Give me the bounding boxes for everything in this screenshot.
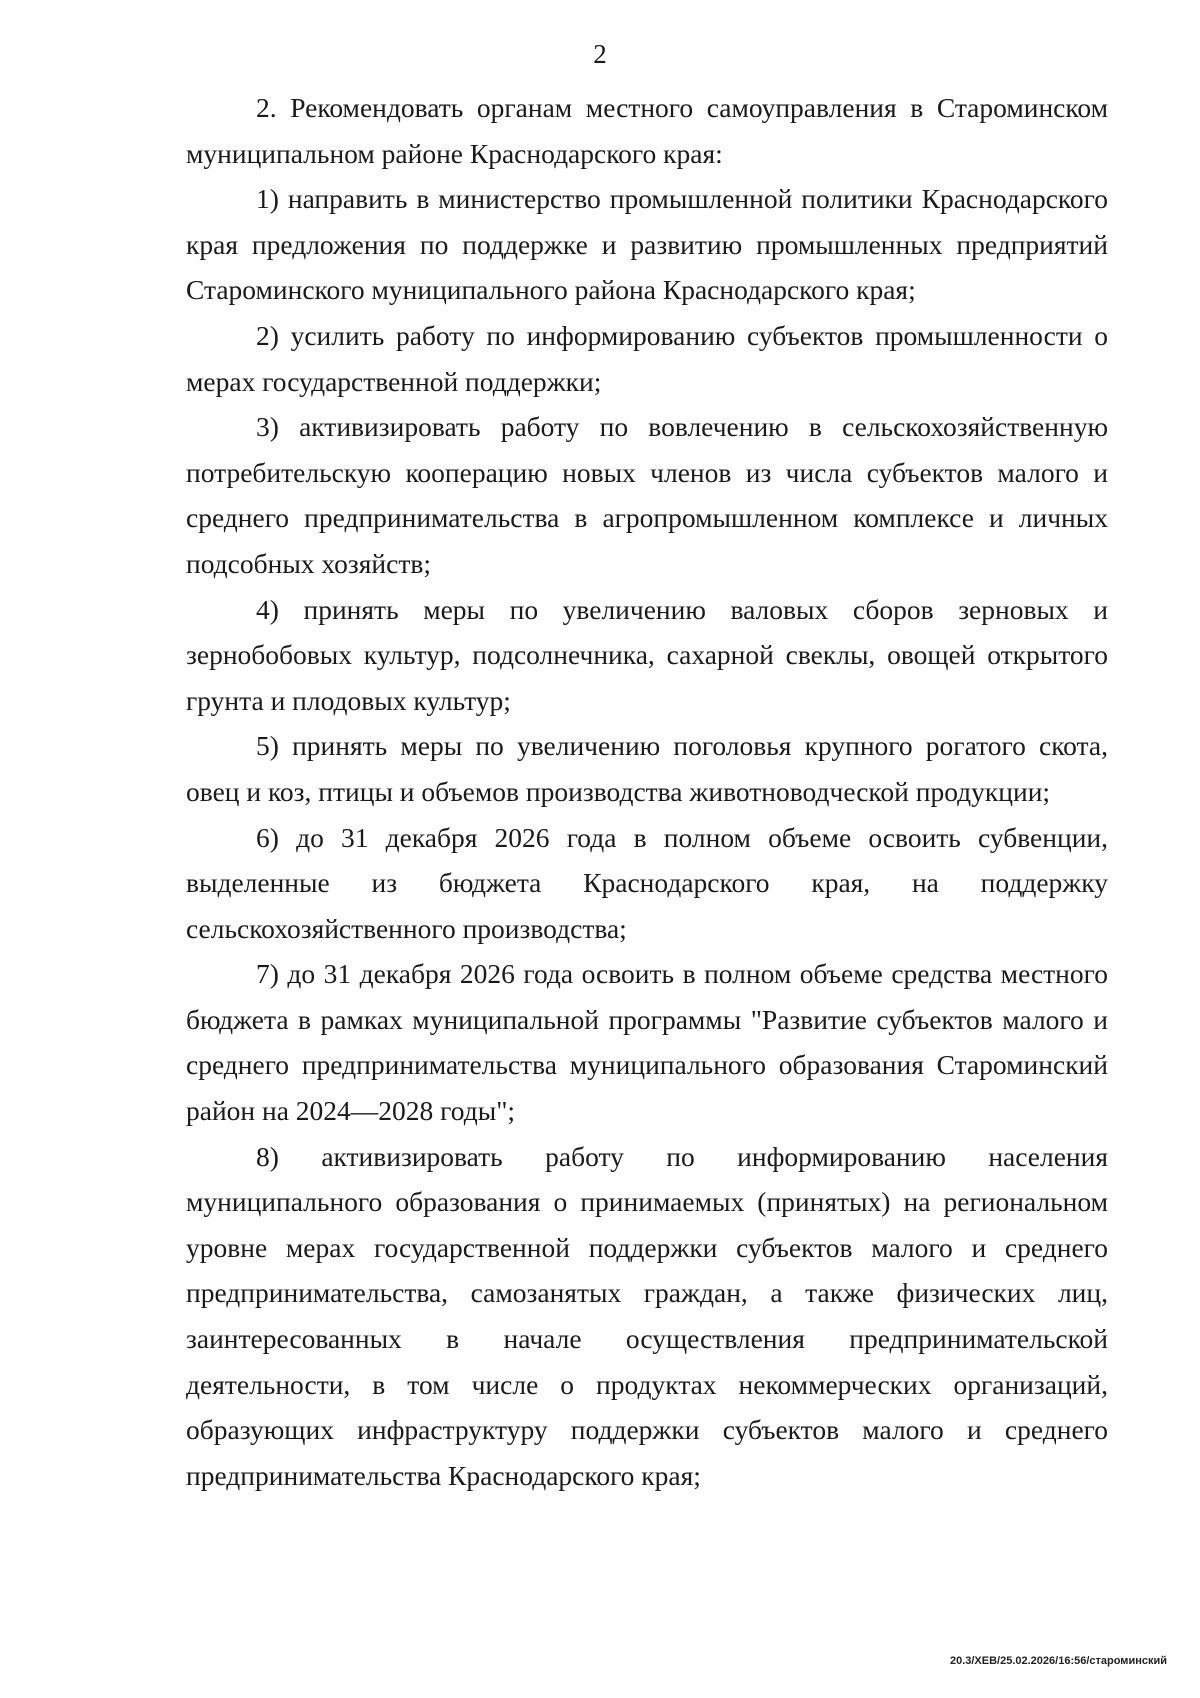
page-number: 2 [593,39,607,69]
paragraph-item-2-recommend: 2. Рекомендовать органам местного самоуправления в Староминском муниципальном районе Краснодарского края: [186,92,1108,169]
paragraph-subitem-7: 7) до 31 декабря 2026 года освоить в полном объеме средства местного бюджета в рамках муниципальной программы "Развитие субъектов малого и среднего предпринимательства муниципального образования Староминский район на 2024—2028 годы"; [186,958,1108,1127]
paragraph-subitem-1: 1) направить в министерство промышленной политики Краснодарского края предложения по поддержке и развитию промышленных предприятий Староминского муниципального района Краснодарского края; [186,183,1108,306]
document-registration-code: 20.3/ХЕВ/25.02.2026/16:56/староминский [949,1655,1167,1667]
paragraph-subitem-5: 5) принять меры по увеличению поголовья крупного рогатого скота, овец и коз, птицы и объемов производства животноводческой продукции; [186,730,1108,807]
paragraph-subitem-3: 3) активизировать работу по вовлечению в сельскохозяйственную потребительскую кооперацию новых членов из числа субъектов малого и среднего предпринимательства в агропромышленном комплексе и личных подсобных хозяйств; [186,411,1108,579]
paragraph-subitem-8: 8) активизировать работу по информированию населения муниципального образования о принимаемых (принятых) на региональном уровне мерах государственной поддержки субъектов малого и среднего предпринимательства, самозанятых граждан, а также физических лиц, заинтересованных в начале осуществления предпринимательской деятельности, в том числе о продуктах некоммерческих организаций, образующих инфраструктуру поддержки субъектов малого и среднего предпринимательства Краснодарского края; [186,1140,1108,1491]
paragraph-subitem-2: 2) усилить работу по информированию субъектов промышленности о мерах государственной поддержки; [186,319,1108,397]
document-body [186,85,1108,1498]
paragraph-subitem-6: 6) до 31 декабря 2026 года в полном объеме освоить субвенции, выделенные из бюджета Краснодарского края, на поддержку сельскохозяйственного производства; [186,821,1108,944]
paragraph-subitem-4: 4) принять меры по увеличению валовых сборов зерновых и зернобобовых культур, подсолнечника, сахарной свеклы, овощей открытого грунта и плодовых культур; [186,593,1108,716]
